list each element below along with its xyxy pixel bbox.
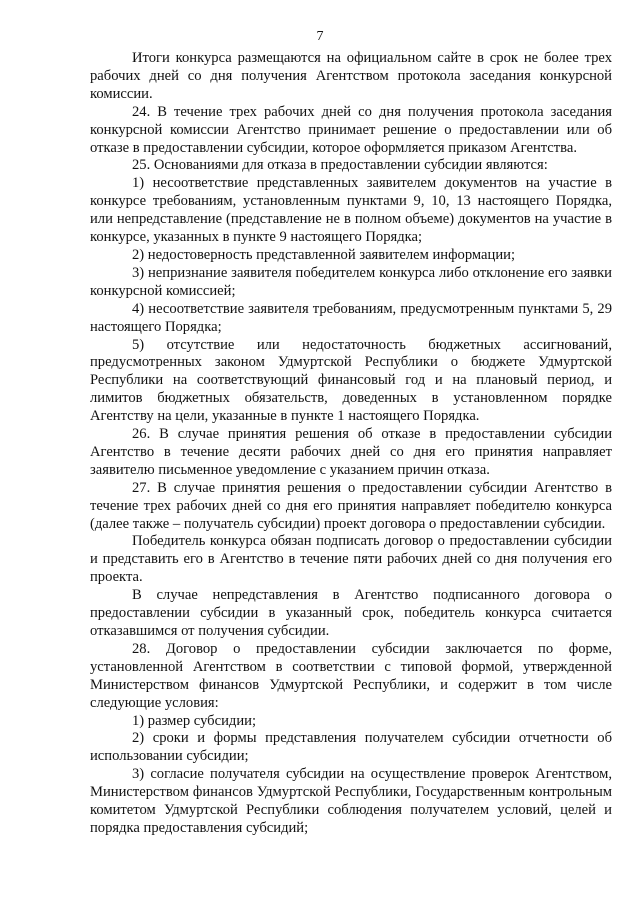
list-item-28-3: 3) согласие получателя субсидии на осуществление проверок Агентством, Министерством финансов Удмуртской Республики, Государственным контрольным комитетом Удмуртской Республики соблюдения получателем условий, целей и порядка предоставления субсидий; bbox=[90, 766, 612, 836]
paragraph-25: 25. Основаниями для отказа в предоставлении субсидии являются: bbox=[132, 157, 548, 174]
list-item-25-4: 4) несоответствие заявителя требованиям, предусмотренным пунктами 5, 29 настоящего Порядка; bbox=[90, 300, 612, 335]
paragraph-24: 24. В течение трех рабочих дней со дня получения протокола заседания конкурсной комиссии Агентство принимает решение о предоставлении или об отказе в предоставлении субсидии, которое оформляется приказом Агентства. bbox=[90, 103, 612, 156]
list-item-25-5: 5) отсутствие или недостаточность бюджетных ассигнований, предусмотренных законом Удмуртской Республики о бюджете Удмуртской Республики на соответствующий финансовый год и на плановый период, и лимитов бюджетных обязательств, доведенных в установленном порядке Агентству на цели, указанные в пункте 1 настоящего Порядка. bbox=[90, 336, 612, 425]
list-item-25-2: 2) недостоверность представленной заявителем информации; bbox=[132, 246, 516, 263]
paragraph-26: 26. В случае принятия решения об отказе в предоставлении субсидии Агентство в течение десяти рабочих дней со дня его принятия направляет заявителю письменное уведомление с указанием причин отказа. bbox=[90, 426, 612, 478]
page-number: 7 bbox=[316, 29, 324, 44]
paragraph-27: 27. В случае принятия решения о предоставлении субсидии Агентство в течение трех рабочих дней со дня его принятия направляет победителю конкурса (далее также – получатель субсидии) проект договора о предоставлении субсидии. bbox=[90, 479, 612, 532]
document-body bbox=[90, 50, 612, 838]
list-item-28-2: 2) сроки и формы представления получателем субсидии отчетности об использовании субсидии; bbox=[90, 730, 612, 765]
list-item-25-1: 1) несоответствие представленных заявителем документов на участие в конкурсе требованиям, установленным пунктами 9, 10, 13 настоящего Порядка, или непредставление (представление не в полном объеме) документов на участие в конкурсе, указанных в пункте 9 настоящего Порядка; bbox=[90, 175, 612, 246]
list-item-28-1: 1) размер субсидии; bbox=[132, 712, 256, 729]
paragraph-28: 28. Договор о предоставлении субсидии заключается по форме, установленной Агентством в соответствии с типовой формой, утвержденной Министерством финансов Удмуртской Республики, и содержит в том числе следующие условия: bbox=[90, 640, 612, 711]
paragraph-results-publication: Итоги конкурса размещаются на официальном сайте в срок не более трех рабочих дней со дня получения Агентством протокола заседания конкурсной комиссии. bbox=[90, 50, 612, 102]
paragraph-27-non-submission: В случае непредставления в Агентство подписанного договора о предоставлении субсидии в указанный срок, победитель конкурса считается отказавшимся от получения субсидии. bbox=[90, 587, 612, 639]
paragraph-27-signing: Победитель конкурса обязан подписать договор о предоставлении субсидии и представить его в Агентство в течение пяти рабочих дней со дня получения его проекта. bbox=[90, 533, 612, 586]
list-item-25-3: 3) непризнание заявителя победителем конкурса либо отклонение его заявки конкурсной комиссией; bbox=[90, 264, 612, 299]
